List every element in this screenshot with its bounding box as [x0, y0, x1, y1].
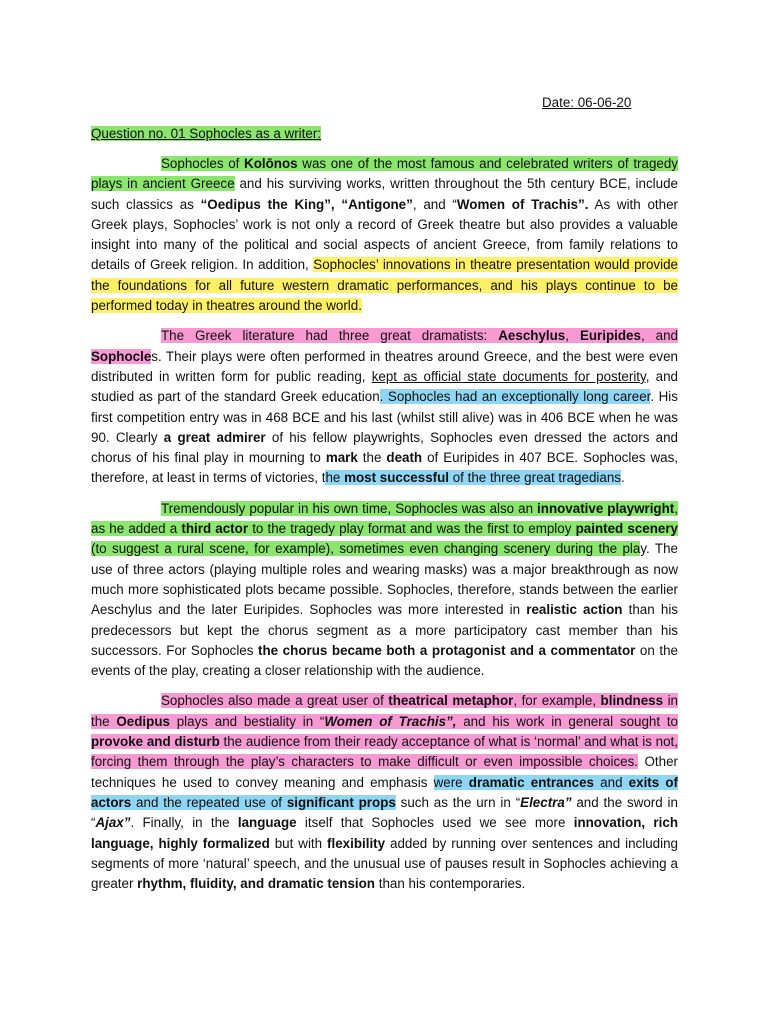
text-run: As with other Greek plays, Sophocles’ work is not only a record of Greek theatre but also provides a valuable insight into many of the political and social aspects of ancient Greece, from family relations to details of Greek religion. In addition, — [91, 196, 679, 273]
highlighted-text: was one of the most famous and celebrated writers of tragedy plays in ancient Greece — [91, 156, 678, 192]
highlighted-text: Sophocles also made a great user of — [161, 693, 389, 709]
text-run: . His first competition entry was in 468 BCE and his last (whilst still alive) was in 406 BCE when he was 90. Clearly — [91, 389, 678, 445]
highlighted-text: theatrical metaphor — [388, 693, 514, 709]
highlighted-text: painted scenery — [575, 521, 678, 537]
text-run: . — [620, 470, 625, 486]
highlighted-text: and the repeated use of — [131, 794, 287, 810]
highlighted-text: plays and bestiality in “ — [169, 713, 325, 729]
text-run: a great admirer — [163, 429, 266, 445]
highlighted-text: (to suggest a rural scene, for example), sometimes even changing scenery during the pla — [91, 541, 641, 557]
highlighted-text: Kolōnos — [244, 156, 298, 171]
highlighted-text: , for example, — [513, 693, 601, 709]
highlighted-text: significant props — [286, 794, 396, 810]
text-run: the chorus became both a protagonist and a commentator — [258, 642, 636, 658]
text-run: flexibility — [327, 835, 386, 851]
highlighted-text: Oedipus — [116, 713, 170, 729]
text-run: Ajax” — [95, 815, 131, 831]
text-run: language — [237, 815, 297, 831]
highlighted-text: the audience from their ready acceptance of what is ‘normal’ and what is not, forcing them through the play’s characters to make difficult or even impossible choices. — [91, 734, 678, 770]
text-run: Other techniques he used to convey meaning and emphasis — [91, 754, 678, 790]
essay-body — [91, 154, 678, 904]
text-run: but with — [269, 835, 328, 851]
highlighted-text: he — [325, 470, 345, 486]
highlighted-text: , — [565, 328, 580, 344]
text-run: realistic action — [526, 602, 623, 618]
highlighted-text: dramatic entrances — [468, 774, 595, 790]
highlighted-text: Tremendously popular in his own time, Sophocles was also an — [161, 500, 538, 516]
text-run: Women of Trachis”. — [456, 196, 589, 212]
text-run: “Oedipus the King”, “Antigone” — [200, 196, 413, 212]
text-run: mark — [325, 450, 358, 466]
text-run: and his surviving works, written throughout the 5th century BCE, include such classics as — [91, 176, 678, 212]
highlighted-text: Sophocles of — [161, 156, 245, 171]
text-run: s. Their plays were often performed in theatres around Greece, and the best were even distributed in written form for public reading, — [91, 348, 678, 384]
paragraph — [91, 154, 678, 316]
question-title: Question no. 01 Sophocles as a writer: — [91, 126, 322, 141]
text-run: added by running over sentences and including segments of more ‘natural’ speech, and the unusual use of pauses result in Sophocles achieving a greater — [91, 835, 678, 892]
text-run: kept as official state documents for posterity — [371, 368, 646, 384]
highlighted-text: Euripides — [579, 328, 641, 344]
text-run: and the sword in “ — [91, 794, 678, 831]
text-run: on the events of the play, creating a closer relationship with the audience. — [91, 642, 679, 679]
highlighted-text: Women of Trachis”, — [324, 713, 457, 729]
text-run: of his fellow playwrights, Sophocles even dressed the actors and chorus of his final play in mourning to — [91, 429, 678, 466]
text-run: than his predecessors but kept the chorus segment as a more participatory cast member than his successors. For Sophocles — [91, 602, 678, 658]
text-run: , and “ — [412, 196, 457, 212]
highlighted-text: and — [594, 774, 629, 790]
text-run: rhythm, fluidity, and dramatic tension — [137, 876, 375, 892]
highlighted-text: Sophocle — [91, 348, 152, 364]
highlighted-text: provoke and disturb — [91, 734, 220, 750]
text-run: the — [357, 450, 387, 466]
highlighted-text: most successful — [344, 470, 449, 486]
highlighted-text: , and — [640, 328, 678, 344]
highlighted-text: were — [433, 774, 469, 790]
highlighted-text: in the — [91, 693, 678, 729]
highlighted-text: and his work in general sought to — [456, 713, 679, 729]
highlighted-text: to the tragedy play format and was the first to employ — [248, 521, 576, 537]
highlighted-text: Sophocles’ innovations in theatre presentation would provide the foundations for all future western dramatic performances, and his plays continue to be performed today in theatres around the world. — [91, 257, 678, 314]
highlighted-text: exits of actors — [91, 774, 678, 810]
highlighted-text: . Sophocles had an exceptionally long career — [379, 389, 651, 405]
paragraph — [91, 326, 678, 488]
date-line: Date: 06-06-20 — [542, 95, 632, 110]
paragraph — [91, 691, 678, 894]
text-run: than his contemporaries. — [375, 876, 526, 892]
text-run: innovation, rich language, highly formalized — [91, 815, 678, 851]
text-run: itself that Sophocles used we see more — [296, 815, 574, 831]
highlighted-text: third actor — [181, 521, 249, 537]
highlighted-text: innovative playwright — [537, 500, 675, 516]
highlighted-text: , as he added a — [91, 500, 678, 537]
text-run: such as the urn in “ — [395, 794, 521, 810]
text-run: death — [386, 450, 423, 466]
text-run: . Finally, in the — [130, 815, 238, 831]
text-run: y. The use of three actors (playing multiple roles and wearing masks) was a major breakthrough as now much more sophisticated plots became possible. Sophocles, therefore, stands between the earlier Aeschylus and the later Euripides. Sophocles was more interested in — [91, 541, 678, 618]
text-run: of Euripides in 407 BCE. Sophocles was, therefore, at least in terms of victories, t — [91, 450, 678, 486]
text-run: Electra” — [520, 794, 572, 810]
highlighted-text: The Greek literature had three great dramatists: — [161, 328, 499, 344]
highlighted-text: Aeschylus — [498, 328, 566, 344]
highlighted-text: blindness — [600, 693, 664, 709]
text-run: , and studied as part of the standard Greek education — [91, 368, 678, 405]
paragraph — [91, 499, 678, 682]
highlighted-text: of the three great tragedians — [449, 470, 621, 486]
